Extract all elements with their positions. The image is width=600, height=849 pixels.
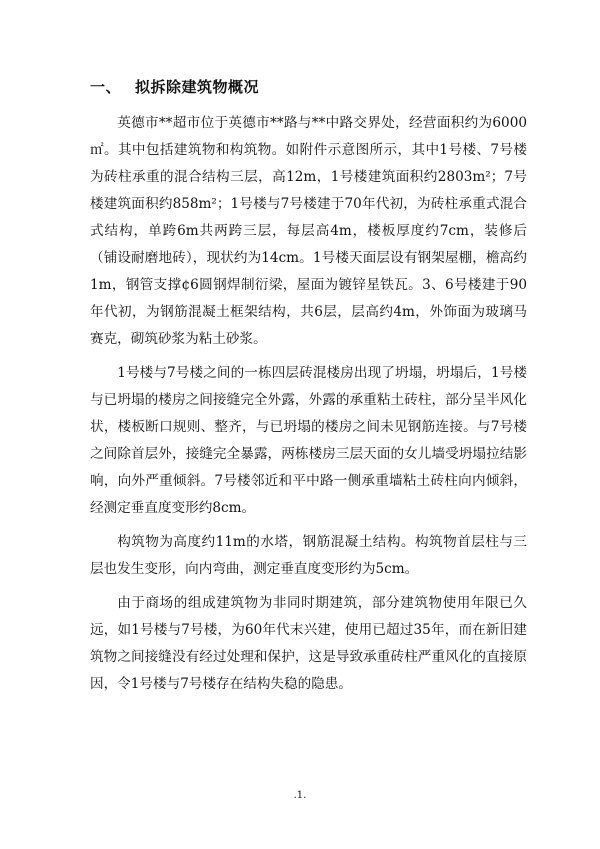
paragraph-text: 1号楼与7号楼之间的一栋四层砖混楼房出现了坍塌，坍塌后，1号楼与已坍塌的楼房之间接缝完全外露，外露的承重粘土砖柱，部分呈半风化状，楼板断口规则、整齐，与已坍塌的楼房之间未见钢筋连接。与7号楼之间除首层外，接缝完全暴露，两栋楼房三层天面的女儿墙受坍塌拉结影响，向外严重倾斜。7号楼邻近和平中路一侧承重墙粘土砖柱向内倾斜，经测定垂直度变形约8cm。 bbox=[90, 365, 527, 516]
paragraph-text: 英德市**超市位于英德市**路与**中路交界处，经营面积约为6000㎡。其中包括建筑物和构筑物。如附件示意图所示，其中1号楼、7号楼为砖柱承重的混合结构三层，高12m，1号楼建筑面积约2803m²；7号楼建筑面积约858m²；1号楼与7号楼建于70年代初，为砖柱承重式混合式结构，单跨6m共两跨三层，每层高4m，楼板厚度约7cm，装修后（铺设耐磨地砖），现状约为14cm。1号楼天面层设有钢架屋棚，檐高约1m，钢管支撑¢6圆钢焊制衍梁，屋面为镀锌星铁瓦。3、6号楼建于90年代初，为钢筋混凝土框架结构，共6层，层高约4m，外饰面为玻璃马赛克，砌筑砂浆为粘土砂浆。 bbox=[90, 115, 527, 347]
section-number: 一、 bbox=[90, 78, 122, 96]
paragraph-collapse bbox=[90, 360, 527, 522]
paragraph-water-tower bbox=[90, 529, 527, 583]
section-heading bbox=[90, 76, 259, 97]
paragraph-text: 构筑物为高度约11m的水塔，钢筋混凝土结构。构筑物首层柱与三层也发生变形，向内弯曲，测定垂直度变形约为5cm。 bbox=[90, 534, 527, 577]
document-body bbox=[90, 110, 527, 705]
section-title-text: 拟拆除建筑物概况 bbox=[135, 78, 260, 96]
paragraph-text: 由于商场的组成建筑物为非同时期建筑，部分建筑物使用年限已久远，如1号楼与7号楼，为60年代末兴建，使用已超过35年，而在新旧建筑物之间接缝没有经过处理和保护，这是导致承重砖柱严重风化的直接原因，令1号楼与7号楼存在结构失稳的隐患。 bbox=[90, 595, 527, 692]
paragraph-overview bbox=[90, 110, 527, 353]
page-number: .1. bbox=[293, 790, 307, 801]
paragraph-cause bbox=[90, 590, 527, 698]
